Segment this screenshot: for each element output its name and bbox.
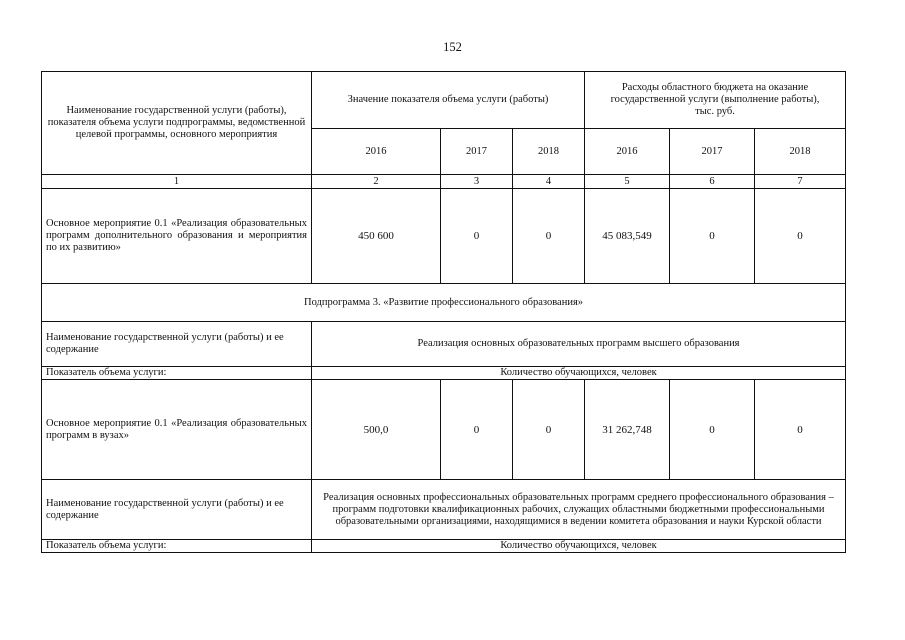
header-expenses-unit: тыс. руб. — [695, 106, 735, 117]
year-header: 2018 — [755, 129, 846, 175]
indicator-content: Количество обучающихся, человек — [312, 540, 846, 553]
value-cell: 0 — [513, 189, 585, 284]
subprogram-title: Подпрограмма 3. «Развитие профессионального образования» — [42, 284, 846, 322]
value-cell: 0 — [513, 380, 585, 480]
indicator-label: Показатель объема услуги: — [42, 540, 312, 553]
year-header: 2018 — [513, 129, 585, 175]
column-number: 6 — [670, 175, 755, 189]
column-number: 7 — [755, 175, 846, 189]
value-cell: 0 — [755, 380, 846, 480]
column-number: 2 — [312, 175, 441, 189]
header-expenses-title: Расходы областного бюджета на оказание государственной услуги (выполнение работы), — [610, 82, 820, 105]
budget-table — [41, 71, 846, 553]
value-cell: 31 262,748 — [585, 380, 670, 480]
service-label: Наименование государственной услуги (работы) и ее содержание — [42, 480, 312, 540]
column-number: 4 — [513, 175, 585, 189]
column-number: 1 — [42, 175, 312, 189]
service-content: Реализация основных профессиональных образовательных программ среднего профессионального образования – программ подготовки квалификационных рабочих, служащих областными бюджетными профессиональными образовательными организациями, находящимися в ведении комитета образования и науки Курской области — [312, 480, 846, 540]
value-cell: 0 — [670, 380, 755, 480]
header-expenses-column — [585, 72, 846, 129]
value-cell: 45 083,549 — [585, 189, 670, 284]
value-cell: 450 600 — [312, 189, 441, 284]
value-cell: 0 — [441, 189, 513, 284]
service-label: Наименование государственной услуги (работы) и ее содержание — [42, 322, 312, 367]
year-header: 2016 — [312, 129, 441, 175]
value-cell: 0 — [441, 380, 513, 480]
year-header: 2017 — [441, 129, 513, 175]
header-name-column: Наименование государственной услуги (работы), показателя объема услуги подпрограммы, ведомственной целевой программы, основного мероприятия — [42, 72, 312, 175]
column-number: 3 — [441, 175, 513, 189]
value-cell: 0 — [755, 189, 846, 284]
value-cell: 0 — [670, 189, 755, 284]
column-number: 5 — [585, 175, 670, 189]
main-event-name: Основное мероприятие 0.1 «Реализация образовательных программ дополнительного образования и мероприятия по их развитию» — [42, 189, 312, 284]
indicator-label: Показатель объема услуги: — [42, 367, 312, 380]
year-header: 2017 — [670, 129, 755, 175]
main-event-name: Основное мероприятие 0.1 «Реализация образовательных программ в вузах» — [42, 380, 312, 480]
value-cell: 500,0 — [312, 380, 441, 480]
service-content: Реализация основных образовательных программ высшего образования — [312, 322, 846, 367]
header-volume-column: Значение показателя объема услуги (работы) — [312, 72, 585, 129]
indicator-content: Количество обучающихся, человек — [312, 367, 846, 380]
year-header: 2016 — [585, 129, 670, 175]
page-number: 152 — [443, 40, 462, 54]
